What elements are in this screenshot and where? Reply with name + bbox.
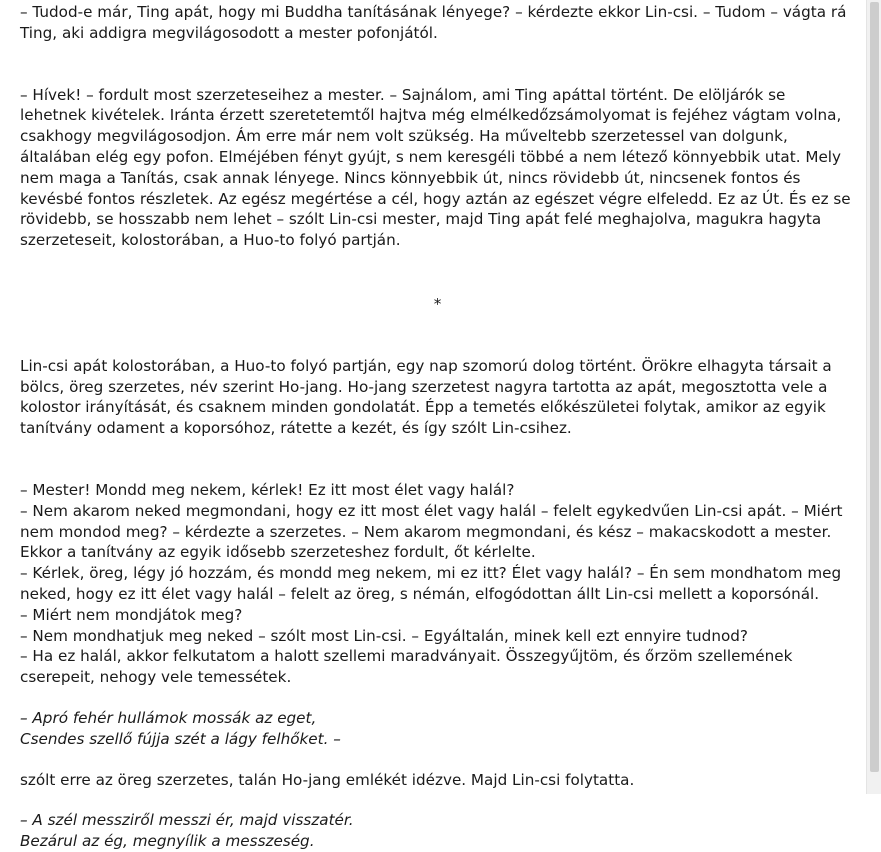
dialogue-line: – Nem mondhatjuk meg neked – szólt most Lin-csi. – Egyáltalán, minek kell ezt ennyire tudnod? (20, 626, 748, 645)
poem-line: – A szél messziről messzi ér, majd visszatér. (20, 811, 354, 830)
scrollbar-thumb[interactable] (870, 2, 879, 772)
paragraph-spacer (20, 790, 855, 810)
section-separator: * (433, 294, 442, 313)
paragraph-spacer (20, 251, 855, 292)
paragraph-spacer (20, 688, 855, 708)
paragraph-ting-answer: – Tudod-e már, Ting apát, hogy mi Buddha tanításának lényege? – kérdezte ekkor Lin-csi. – Tudom – vágta rá Ting, aki addigra megvilágosodott a mester pofonjától. (20, 3, 847, 42)
poem-wind (20, 810, 855, 852)
dialogue-line: – Miért nem mondjátok meg? (20, 605, 243, 624)
poem-line: – Apró fehér hullámok mossák az eget, (20, 708, 317, 727)
document-body (20, 2, 855, 852)
dialogue-block (20, 480, 855, 688)
vertical-scrollbar[interactable] (866, 0, 881, 794)
paragraph-narration: szólt erre az öreg szerzetes, talán Ho-jang emlékét idézve. Majd Lin-csi folytatta. (20, 770, 635, 789)
paragraph-spacer (20, 315, 855, 356)
dialogue-line: – Nem akarom neked megmondani, hogy ez itt most élet vagy halál – felelt egykedvűen Lin-csi apát. – Miért nem mondod meg? – kérdezte a szerzetes. – Nem akarom megmondani, és kész – makacskodott a mester. Ekkor a tanítvány az egyik idősebb szerzeteshez fordult, őt kérlelte. (20, 501, 843, 562)
paragraph-ho-jang: Lin-csi apát kolostorában, a Huo-to folyó partján, egy nap szomorú dolog történt. Örökre elhagyta társait a bölcs, öreg szerzetes, név szerint Ho-jang. Ho-jang szerzetest nagyra tartotta az apát, megosztotta vele a kolostor irányítását, és csaknem minden gondolatát. Épp a temetés előkészületei folytak, amikor az egyik tanítvány odament a koporsóhoz, rátette a kezét, és így szólt Lin-csihez. (20, 356, 832, 438)
paragraph-master-speech: – Hívek! – fordult most szerzeteseihez a mester. – Sajnálom, ami Ting apáttal történt. De elöljárók se lehetnek kivételek. Iránta érzett szeretetemtől hajtva még elmélkedőzsámolyomat is fejéhez vágtam volna, csakhogy megvilágosodjon. Ám erre már nem volt szükség. Ha műveltebb szerzetessel van dolgunk, általában elég egy pofon. Elméjében fényt gyújt, s nem keresgéli többé a nem létező könnyebbik utat. Mely nem maga a Tanítás, csak annak lényege. Nincs könnyebbik út, nincs rövidebb út, nincsenek fontos és kevésbé fontos részletek. Az egész megértése a cél, hogy aztán az egészet végre elfeledd. Ez az Út. És ez se rövidebb, se hosszabb nem lehet – szólt Lin-csi mester, majd Ting apát felé meghajolva, magukra hagyta szerzeteseit, kolostorában, a Huo-to folyó partján. (20, 85, 851, 250)
paragraph-spacer (20, 44, 855, 85)
poem-line: Bezárul az ég, megnyílik a messzeség. (20, 832, 315, 851)
paragraph-spacer (20, 439, 855, 480)
poem-clouds (20, 708, 855, 750)
dialogue-line: – Kérlek, öreg, légy jó hozzám, és mondd meg nekem, mi ez itt? Élet vagy halál? – Én sem mondhatom meg neked, hogy ez itt élet vagy halál – felelt az öreg, s némán, elfogódottan állt Lin-csi mellett a koporsónál. (20, 564, 842, 603)
poem-line: Csendes szellő fújja szét a lágy felhőket. – (20, 729, 341, 748)
dialogue-line: – Ha ez halál, akkor felkutatom a halott szellemi maradványait. Összegyűjtöm, és őrzöm szellemének cserepeit, nehogy vele temessétek. (20, 647, 793, 687)
paragraph-spacer (20, 750, 855, 770)
dialogue-line: – Mester! Mondd meg nekem, kérlek! Ez itt most élet vagy halál? (20, 480, 515, 499)
